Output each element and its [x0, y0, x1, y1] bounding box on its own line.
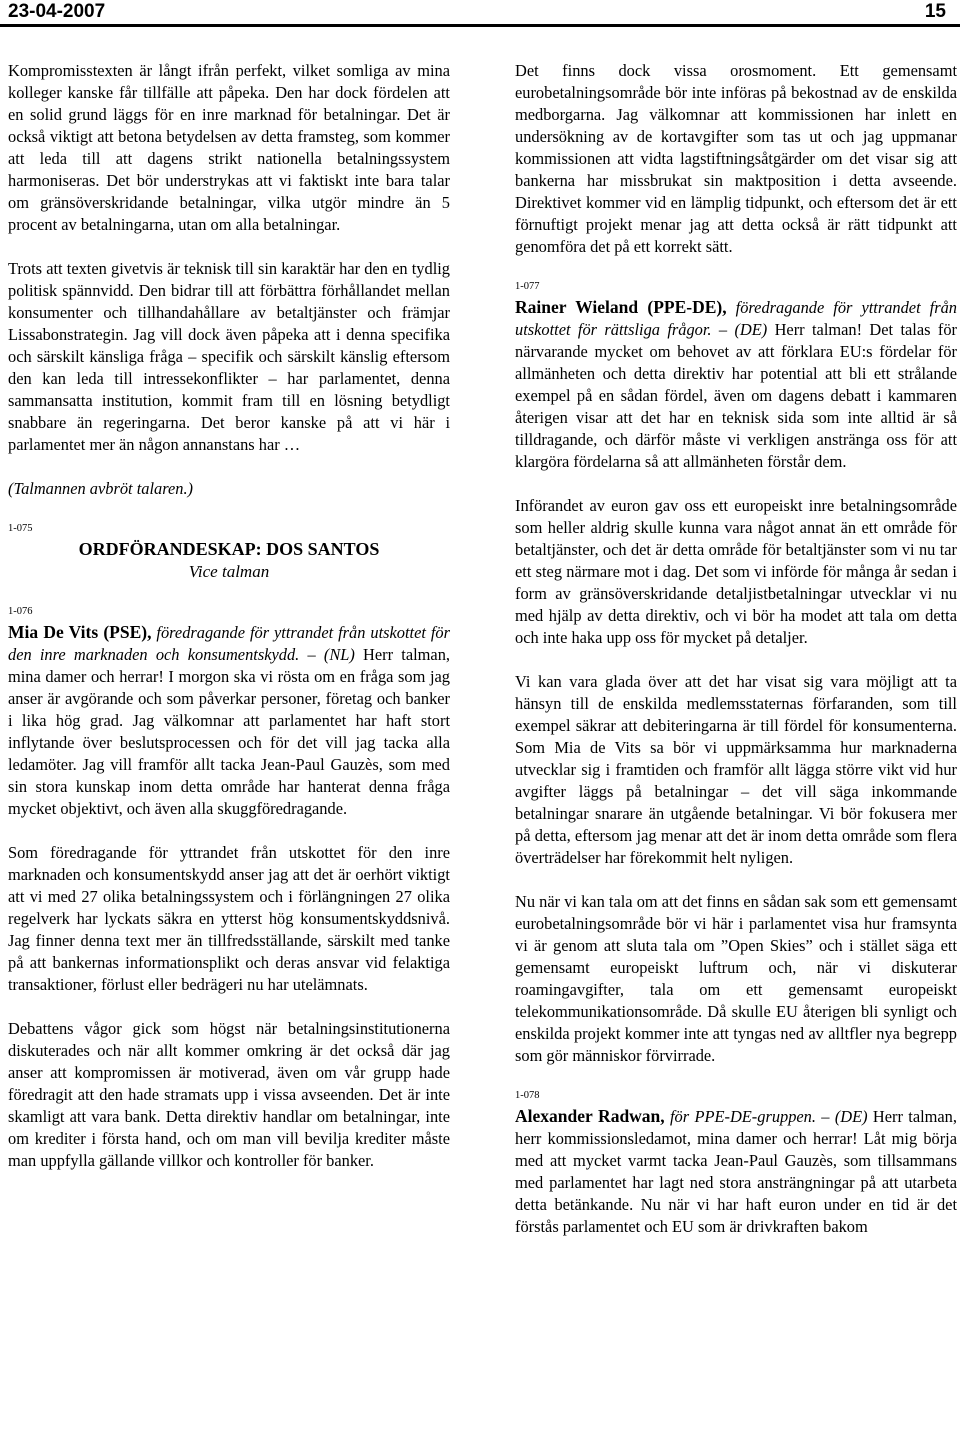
- paragraph: Debattens vågor gick som högst när betalningsinstitutionerna diskuterades och när allt kommer omkring är det också där jag anser att kompromissen är motiverad, även om vår grupp hade föredragit att den hade stramats upp i vissa avseenden. Det är inte skamligt att vara bank. Detta direktiv handlar om betalningar, inte om krediter i första hand, och om man vill bevilja krediter måste man uppfylla gällande villkor och kontroller för banker.: [8, 1019, 450, 1170]
- paragraph: Införandet av euron gav oss ett europeiskt inre betalningsområde som heller aldrig skulle kunna vara något annat än ett område för betaltjänster, och det är detta område för betaltjänster som vi nu tar ett steg närmare mot i dag. Det som vi införde för många år sedan i form av gränsöverskridande detaljistbetalningar utvecklar vi nu med hjälp av detta direktiv, och vi bör ha modet att tala om detta och inte haka upp oss för mycket på detaljer.: [515, 496, 957, 647]
- header-date: 23-04-2007: [8, 1, 106, 22]
- speech-paragraph: [515, 296, 957, 473]
- speech-text: Herr talman, mina damer och herrar! I morgon ska vi rösta om en fråga som jag anser är avgörande och som påverkar personer, företag och banker i lika hög grad. Jag välkomnar att parlamentet har haft stort inflytande över beslutsprocessen och för det vill jag tacka alla ledamöter. Jag vill framför allt tacka Jean-Paul Gauzès, som med sin stora kunskap inom detta område har hanterat denna fråga mycket objektivt, och även alla skuggföredragande.: [8, 645, 450, 818]
- page-number: 15: [924, 1, 946, 22]
- left-column: [8, 60, 450, 1194]
- paragraph: Trots att texten givetvis är teknisk till sin karaktär har den en tydlig politisk spännvidd. Den bidrar till att förbättra förhållandet mellan konsumenter och tillhandahållare av betaltjänster och främjar Lissabonstrategin. Jag vill dock även påpeka att i denna specifika och särskilt känsliga fråga – specifik och särskilt känslig eftersom den kan leda till intressekonflikter – har parlamentet, denna sammansatta institution, kommit fram till en lösning betydligt snabbare än regeringarna. Det beror kanske på att vi här i parlamentet mer än någon annanstans har …: [8, 259, 450, 454]
- item-marker: 1-077: [515, 281, 540, 292]
- speaker-name: Mia De Vits (PSE),: [8, 622, 152, 642]
- speaker-role: för PPE-DE-gruppen. – (DE): [670, 1107, 868, 1126]
- paragraph: Vi kan vara glada över att det har visat sig vara möjligt att ta hänsyn till de enskilda medlemsstaternas förfaranden, som till exempel säkrar att debiteringarna är till fördel för konsumenterna. Som Mia de Vits sa bör vi uppmärksamma hur marknaderna utvecklar sig i framtiden och framför allt lägga större vikt vid hur avgifter läggs på betalningar – det vill säga inkommande betalningar snarare än utgående betalningar. Vi bör fokusera mer på detta, eftersom jag menar att det är inom detta område som flera överträdelser har förekommit helt nyligen.: [515, 672, 957, 867]
- speech-paragraph: [515, 1105, 957, 1238]
- paragraph: Det finns dock vissa orosmoment. Ett gemensamt eurobetalningsområde bör inte införas på bekostnad av de enskilda medborgarna. Jag välkomnar att kommissionen har inlett en undersökning av de kortavgifter som tas ut och jag uppmanar kommissionen att vidta lagstiftningsåtgärder om det visar sig att bankerna har missbrukat sin maktposition i detta avseende. Direktivet kommer vid en lämplig tidpunkt, och eftersom det är ett förnuftigt projekt menar jag att detta också är rätt tidpunkt att genomföra det på ett korrekt sätt.: [515, 61, 957, 256]
- speaker-role: föredragande för yttrandet från utskottet för den inre marknaden och konsumentskydd. – (NL): [8, 623, 450, 664]
- speech-text: Herr talman, herr kommissionsledamot, mina damer och herrar! Låt mig börja med att mycket varmt tacka Jean-Paul Gauzès, som tillsammans med parlamentet har lagt ned stora ansträngningar på att utarbeta detta betänkande. Nu när vi har haft euron under en tid är det förstås parlamentet och EU som är drivkraften bakom: [515, 1107, 957, 1236]
- speaker-name: Alexander Radwan,: [515, 1106, 665, 1126]
- presidency-heading: [8, 538, 450, 583]
- interruption-note: (Talmannen avbröt talaren.): [8, 479, 193, 498]
- speaker-name: Rainer Wieland (PPE-DE),: [515, 297, 727, 317]
- paragraph: Nu när vi kan tala om att det finns en sådan sak som ett gemensamt eurobetalningsområde bör vi här i parlamentet visa hur framsynta vi är genom att sluta tala om ”Open Skies” och i stället säga ett gemensamt europeiskt luftrum och, när vi diskuterar roamingavgifter, tala om ett gemensamt europeiskt telekommunikationsområde. Då skulle EU återigen bli synligt och enskilda projekt kommer inte att tyngas ned av alltfler nya begrepp som gör människor förvirrade.: [515, 892, 957, 1065]
- page-header: [0, 0, 960, 24]
- paragraph: Kompromisstexten är långt ifrån perfekt, vilket somliga av mina kolleger kanske får tillfälle att påpeka. Den har dock fördelen att en solid grund läggs för en inre marknad för betalningar. Det är också viktigt att betona betydelsen av detta framsteg, som kommer att leda till att dagens strikt nationella betalningssystem harmoniseras. Det bör understrykas att vi faktiskt inte bara talar om gränsöverskridande betalningar, vilka utgör mindre än 5 procent av betalningarna, utan om alla betalningar.: [8, 61, 450, 234]
- header-rule: [0, 24, 960, 27]
- presidency-subtitle: Vice talman: [188, 562, 270, 581]
- speaker-role: föredragande för yttrandet från utskottet för rättsliga frågor. – (DE): [515, 298, 957, 339]
- item-marker: 1-078: [515, 1090, 540, 1101]
- speech-text: Herr talman! Det talas för närvarande mycket om behovet av att förklara EU:s fördelar för allmänheten och detta direktiv har potential att bli ett strålande exempel på en sådan fördel, även om dagens debatt i kammaren återigen visar att det har en teknisk sida som inte alltid är så tilldragande, och därför måste vi verkligen anstränga oss för att klargöra fördelarna så att allmänheten förstår dem.: [515, 320, 957, 471]
- right-column: [515, 60, 957, 1260]
- presidency-title: ORDFÖRANDESKAP: DOS SANTOS: [78, 539, 380, 559]
- item-marker: 1-076: [8, 606, 33, 617]
- speech-paragraph: [8, 621, 450, 820]
- item-marker: 1-075: [8, 523, 33, 534]
- paragraph: Som föredragande för yttrandet från utskottet för den inre marknaden och konsumentskydd anser jag att det är oerhört viktigt att vi med 27 olika betalningssystem och i förlängningen 27 olika regelverk har lyckats säkra en ytterst hög konsumentskyddsnivå. Jag finner denna text mer än tillfredsställande, särskilt med tanke på att bankernas informationsplikt och deras ansvar vid felaktiga transaktioner, förlust eller bedrägeri nu har utelämnats.: [8, 843, 450, 994]
